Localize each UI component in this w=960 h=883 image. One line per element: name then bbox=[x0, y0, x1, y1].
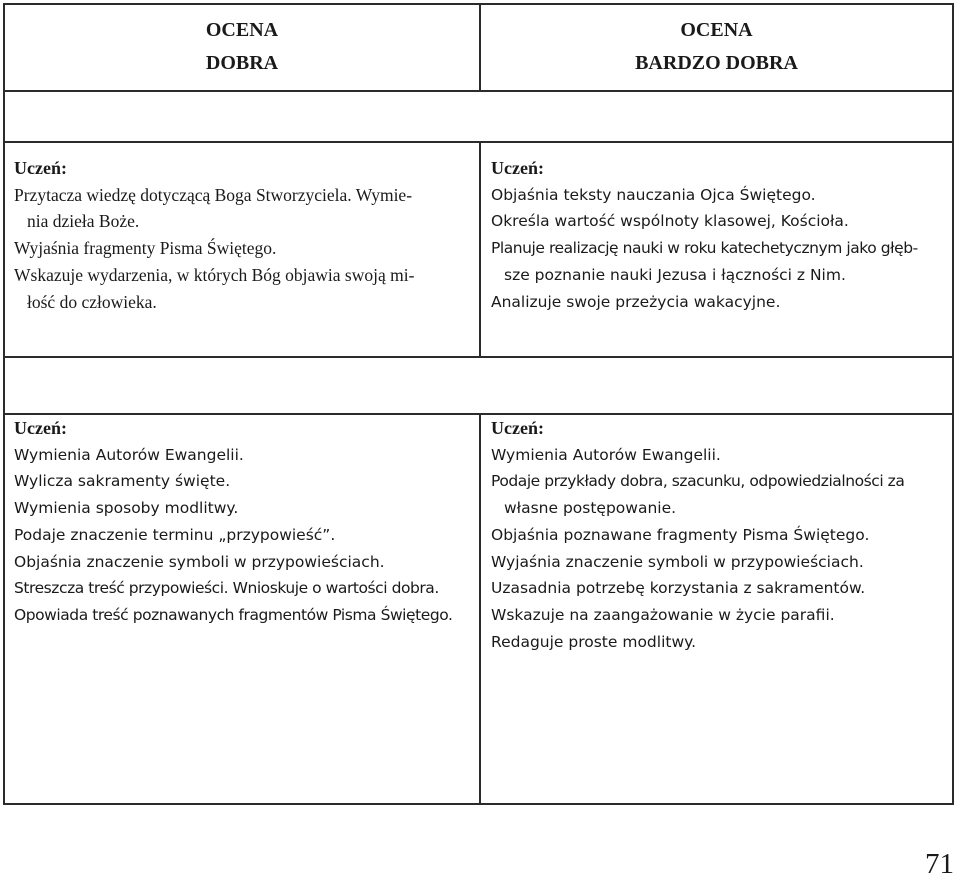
section1-right-cell bbox=[491, 155, 949, 315]
section2-left-heading: Uczeń: bbox=[14, 418, 67, 438]
section1-left-line: Wskazuje wydarzenia, w których Bóg objawia swoją mi- bbox=[14, 264, 415, 285]
section2-right-line: Wskazuje na zaangażowanie w życie parafii. bbox=[491, 605, 835, 624]
section1-left-cell bbox=[14, 155, 474, 315]
section1-right-line: Objaśnia teksty nauczania Ojca Świętego. bbox=[491, 185, 816, 204]
rule-under-header bbox=[5, 90, 952, 92]
section1-right-heading: Uczeń: bbox=[491, 158, 544, 178]
grading-table bbox=[3, 3, 954, 805]
header-grade-very-good bbox=[481, 14, 952, 80]
section2-right-heading: Uczeń: bbox=[491, 418, 544, 438]
column-divider-section1 bbox=[479, 141, 481, 356]
header-grade-good-line1: OCENA bbox=[205, 19, 279, 41]
section2-right-line: własne postępowanie. bbox=[504, 499, 677, 518]
section2-left-line: Wylicza sakramenty święte. bbox=[14, 472, 231, 491]
section2-left-line: Wymienia Autorów Ewangelii. bbox=[14, 445, 244, 464]
section2-right-line: Redaguje proste modlitwy. bbox=[491, 632, 697, 651]
section2-right-cell bbox=[491, 415, 949, 655]
section1-left-line: Wyjaśnia fragmenty Pisma Świętego. bbox=[14, 238, 277, 259]
header-grade-very-good-line2: BARDZO DOBRA bbox=[635, 52, 798, 74]
section2-right-line: Uzasadnia potrzebę korzystania z sakramentów. bbox=[491, 579, 866, 598]
section1-left-line: Przytacza wiedzę dotyczącą Boga Stworzyciela. Wymie- bbox=[14, 184, 413, 205]
section2-left-line: Objaśnia znaczenie symboli w przypowieściach. bbox=[14, 552, 385, 571]
page-number: 71 bbox=[925, 848, 954, 880]
column-divider-section2 bbox=[479, 413, 481, 805]
section2-right-line: Wyjaśnia znaczenie symboli w przypowieściach. bbox=[491, 552, 864, 571]
section1-right-line: sze poznanie nauki Jezusa i łączności z Nim. bbox=[504, 265, 846, 284]
header-grade-good-line2: DOBRA bbox=[205, 52, 279, 74]
section2-left-cell bbox=[14, 415, 476, 629]
header-grade-very-good-line1: OCENA bbox=[680, 19, 753, 41]
section1-left-heading: Uczeń: bbox=[14, 158, 67, 178]
rule-above-section1 bbox=[5, 141, 952, 143]
section2-right-line: Wymienia Autorów Ewangelii. bbox=[491, 445, 721, 464]
section2-right-line: Objaśnia poznawane fragmenty Pisma Świętego. bbox=[491, 525, 870, 544]
section2-left-line: Streszcza treść przypowieści. Wnioskuje o wartości dobra. bbox=[14, 579, 439, 598]
section2-left-line: Podaje znaczenie terminu „przypowieść”. bbox=[14, 525, 336, 544]
section2-left-line: Wymienia sposoby modlitwy. bbox=[14, 499, 239, 518]
section2-right-line: Podaje przykłady dobra, szacunku, odpowiedzialności za bbox=[491, 472, 905, 491]
section1-right-line: Planuje realizację nauki w roku katechetycznym jako głęb- bbox=[491, 239, 918, 258]
section1-left-line: łość do człowieka. bbox=[27, 291, 157, 312]
section1-left-line: nia dzieła Boże. bbox=[27, 211, 140, 232]
header-grade-good bbox=[5, 14, 479, 80]
rule-under-section1 bbox=[5, 356, 952, 358]
section1-right-line: Określa wartość wspólnoty klasowej, Kościoła. bbox=[491, 212, 849, 231]
section2-left-line: Opowiada treść poznawanych fragmentów Pisma Świętego. bbox=[14, 605, 453, 624]
section1-right-line: Analizuje swoje przeżycia wakacyjne. bbox=[491, 292, 781, 311]
